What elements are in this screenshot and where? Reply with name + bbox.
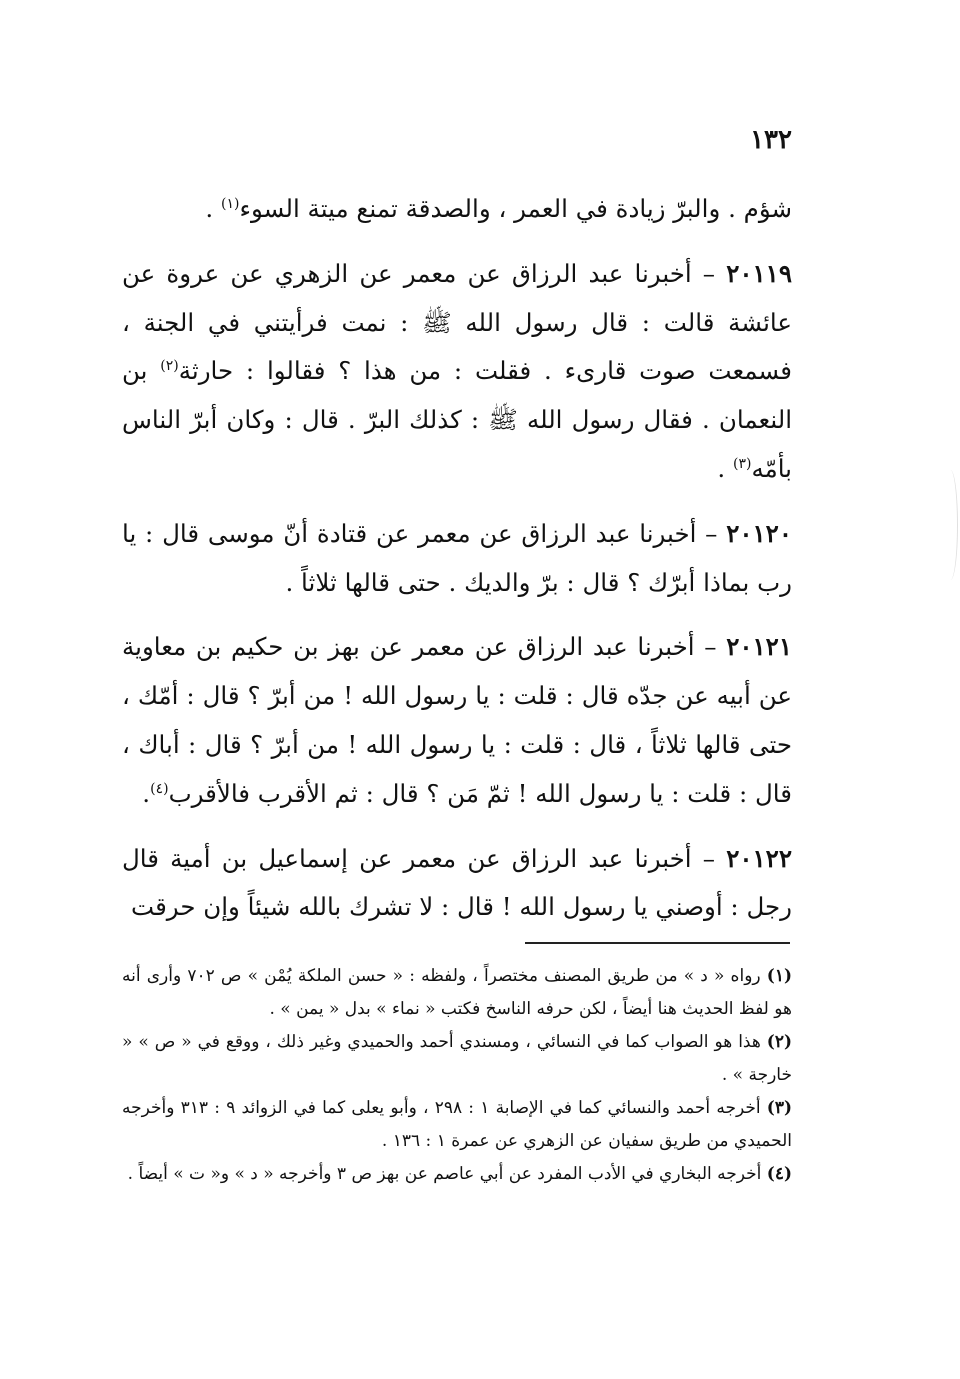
paragraph-tail: .	[205, 194, 221, 223]
footnote-text: هذا هو الصواب كما في النسائي ، ومسندي أحمد والحميدي وغير ذلك ، ووقع في « ص » « خارجة » .	[122, 1032, 792, 1085]
hadith-number: ٢٠١١٩	[726, 258, 792, 288]
paragraph-text: – أخبرنا عبد الرزاق عن معمر عن إسماعيل بن أمية قال رجل : أوصني يا رسول الله ! قال : لا تشرك بالله شيئاً وإن حرقت	[122, 843, 792, 922]
footnote-ref: (٤)	[150, 780, 169, 797]
footnote-2	[122, 1026, 792, 1092]
paragraph-continuation	[122, 185, 792, 234]
footnote-number: (١)	[766, 966, 793, 986]
footnote-number: (٣)	[766, 1098, 792, 1118]
footnote-divider	[525, 942, 790, 944]
main-text	[122, 185, 792, 932]
hadith-20122	[122, 835, 792, 933]
footnote-number: (٤)	[766, 1164, 792, 1184]
page-number: ١٣٢	[750, 125, 792, 155]
footnote-ref: (١)	[221, 195, 240, 212]
footnote-number: (٢)	[766, 1032, 792, 1052]
footnote-ref: (٢)	[160, 358, 179, 375]
hadith-20121	[122, 623, 792, 818]
paragraph-tail: .	[142, 778, 151, 808]
hadith-number: ٢٠١٢٠	[726, 518, 792, 548]
paragraph-text: – أخبرنا عبد الرزاق عن معمر عن قتادة أنّ موسى قال : يا رب بماذا أبرّك ؟ قال : برّ والديك . حتى قالها ثلاثاً .	[122, 518, 792, 597]
hadith-number: ٢٠١٢٢	[726, 843, 792, 873]
footnote-ref: (٣)	[732, 455, 752, 472]
paragraph-tail: بن النعمان . فقال رسول الله ﷺ : كذلك البرّ . قال : وكان أبرّ الناس بأمّه	[122, 356, 792, 483]
paragraph-text: شؤم . والبرّ زيادة في العمر ، والصدقة تمنع ميتة السوء	[239, 194, 792, 223]
hadith-number: ٢٠١٢١	[726, 632, 792, 662]
footnote-text: أخرجه أحمد والنسائي كما في الإصابة ١ : ٢٩٨ ، وأبو يعلى كما في الزوائد ٩ : ٣١٣ وأخرجه الحميدي من طريق سفيان عن الزهري عن عمرة ١ : ١٣٦ .	[122, 1098, 792, 1151]
footnote-text: رواه « د » من طريق المصنف مختصراً ، ولفظه : « حسن الملكة يُمْن » ص ٧٠٢ وأرى أنه هو لفظ الحديث هنا أيضاً ، لكن حرفه الناسخ فكتب « نماء » بدل « يمن » .	[122, 966, 792, 1019]
footnote-3	[122, 1092, 792, 1158]
page-edge-mark	[943, 470, 958, 580]
footnote-text: أخرجه البخاري في الأدب المفرد عن أبي عاصم عن بهز ص ٣ وأخرجه « د » و« ت » أيضاً .	[127, 1164, 767, 1184]
paragraph-text: – أخبرنا عبد الرزاق عن معمر عن الزهري عن عروة عن عائشة قالت : قال رسول الله ﷺ : نمت فرأيتني في الجنة ، فسمعت صوت قارىء . فقلت : من هذا ؟ فقالوا : حارثة	[122, 258, 792, 386]
hadith-20119	[122, 250, 792, 494]
paragraph-text: – أخبرنا عبد الرزاق عن معمر عن بهز بن حكيم بن معاوية عن أبيه عن جدّه قال : قلت : يا رسول الله ! من أبرّ ؟ قال : أمّك ، حتى قالها ثلاثاً ، قال : قلت : يا رسول الله ! من أبرّ ؟ قال : أباك ، قال : قلت : يا رسول الله ! ثمّ مَن ؟ قال : ثم الأقرب فالأقرب	[122, 632, 792, 808]
hadith-20120	[122, 510, 792, 608]
paragraph-tail: .	[717, 453, 733, 483]
footnote-4	[122, 1158, 792, 1191]
footnote-1	[122, 960, 792, 1026]
footnotes	[122, 960, 792, 1191]
